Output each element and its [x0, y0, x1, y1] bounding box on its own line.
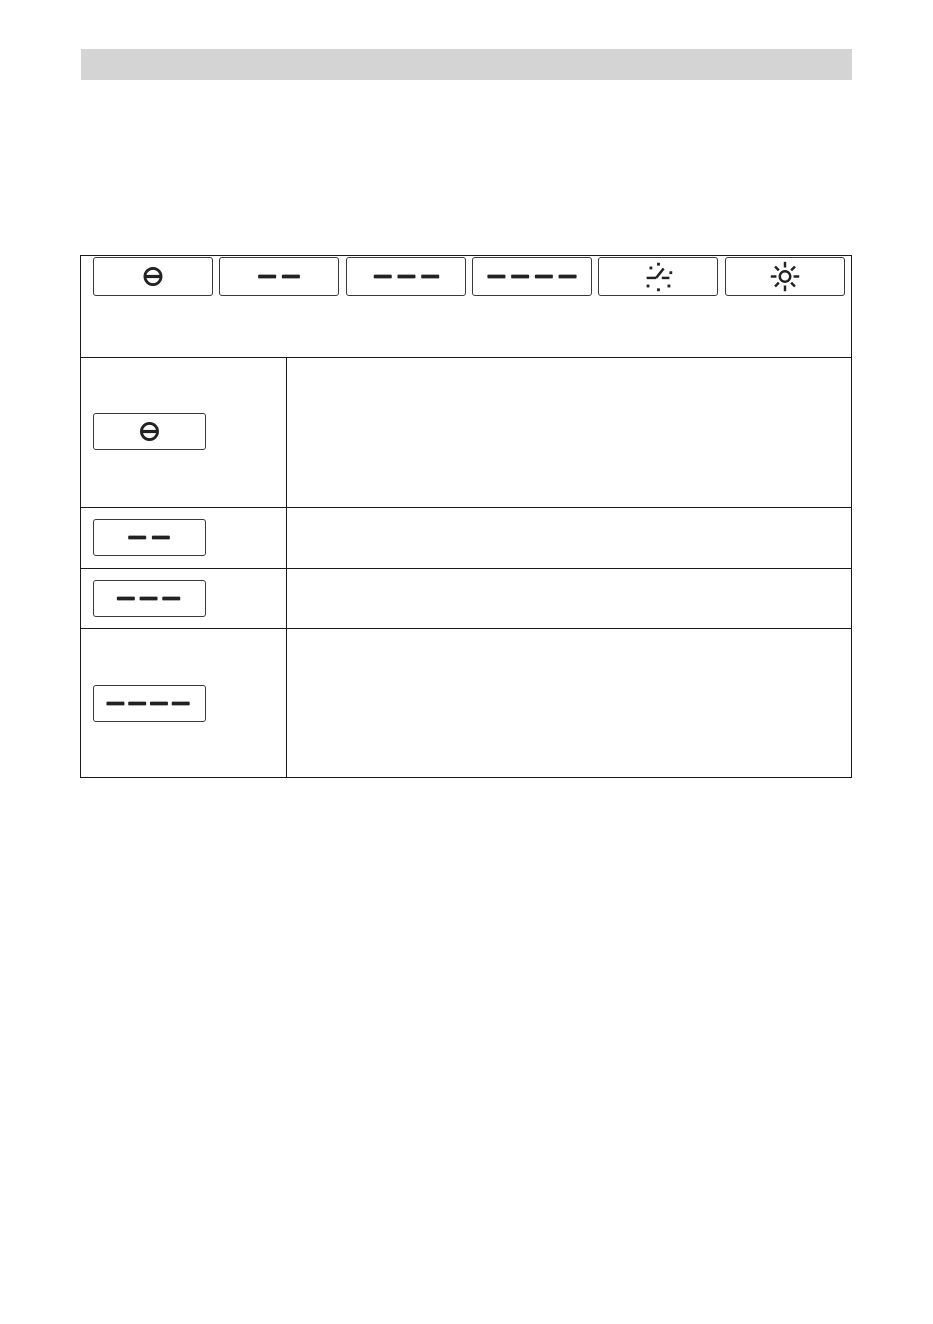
description-row-off — [81, 357, 851, 508]
timer-button[interactable] — [598, 257, 718, 296]
icon-cell — [81, 508, 287, 568]
speed-2-key-illustration — [93, 580, 206, 617]
description-row-speed-1 — [81, 508, 851, 569]
minus-circle-icon — [94, 258, 212, 295]
off-key-illustration — [93, 413, 206, 450]
icon-cell — [81, 629, 287, 777]
speed-3-button[interactable] — [472, 257, 592, 296]
speed-2-button[interactable] — [346, 257, 466, 296]
control-panel-row — [81, 256, 851, 358]
description-row-speed-2 — [81, 569, 851, 629]
minus-circle-icon — [94, 414, 205, 449]
control-panel-table — [80, 255, 852, 778]
speed-1-button[interactable] — [219, 257, 339, 296]
icon-cell — [81, 569, 287, 628]
four-dashes-icon — [94, 686, 205, 721]
three-dashes-icon — [347, 258, 465, 295]
description-row-speed-3 — [81, 629, 851, 777]
description-text — [287, 569, 851, 628]
section-header-bar — [81, 49, 852, 80]
description-text — [287, 508, 851, 568]
two-dashes-icon — [94, 520, 205, 555]
light-button[interactable] — [725, 257, 845, 296]
off-button[interactable] — [93, 257, 213, 296]
three-dashes-icon — [94, 581, 205, 616]
speed-3-key-illustration — [93, 685, 206, 722]
timer-switch-icon — [599, 258, 717, 295]
description-text — [287, 357, 851, 507]
speed-1-key-illustration — [93, 519, 206, 556]
description-text — [287, 629, 851, 777]
sun-light-icon — [726, 258, 844, 295]
two-dashes-icon — [220, 258, 338, 295]
icon-cell — [81, 357, 287, 507]
four-dashes-icon — [473, 258, 591, 295]
